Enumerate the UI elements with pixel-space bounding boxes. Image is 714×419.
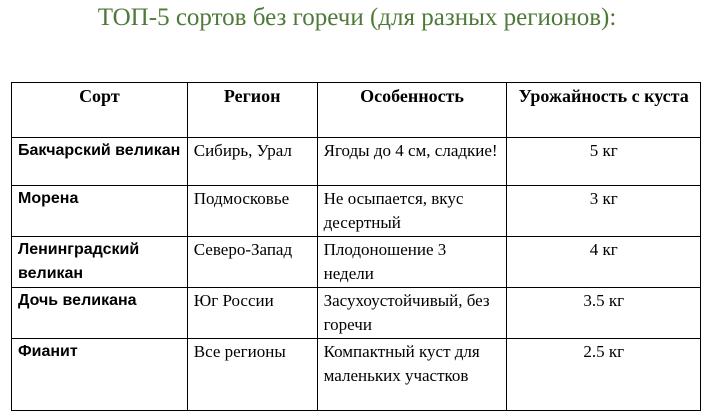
cell-region: Все регионы <box>187 339 317 411</box>
cell-feature: Плодоношение 3 недели <box>317 237 507 288</box>
table-row <box>12 138 701 186</box>
cell-feature: Ягоды до 4 см, сладкие! <box>317 138 507 186</box>
cell-variety: Бакчарский великан <box>12 138 188 186</box>
header-variety: Сорт <box>12 83 188 138</box>
table-row <box>12 339 701 411</box>
cell-variety: Дочь великана <box>12 288 188 339</box>
cell-feature: Засухоустойчивый, без горечи <box>317 288 507 339</box>
table-row <box>12 237 701 288</box>
cell-variety: Морена <box>12 186 188 237</box>
cell-yield: 4 кг <box>507 237 701 288</box>
cell-region: Сибирь, Урал <box>187 138 317 186</box>
cell-variety: Фианит <box>12 339 188 411</box>
cell-feature: Не осыпается, вкус десертный <box>317 186 507 237</box>
cell-region: Северо-Запад <box>187 237 317 288</box>
header-region: Регион <box>187 83 317 138</box>
table-row <box>12 186 701 237</box>
header-yield: Урожайность с куста <box>507 83 701 138</box>
varieties-table <box>11 82 701 411</box>
cell-region: Подмосковье <box>187 186 317 237</box>
cell-yield: 3.5 кг <box>507 288 701 339</box>
cell-region: Юг России <box>187 288 317 339</box>
cell-yield: 5 кг <box>507 138 701 186</box>
header-feature: Особенность <box>317 83 507 138</box>
table-header-row <box>12 83 701 138</box>
table-row <box>12 288 701 339</box>
document-title: ТОП-5 сортов без горечи (для разных регионов): <box>97 4 617 31</box>
cell-variety: Ленинградский великан <box>12 237 188 288</box>
cell-feature: Компактный куст для маленьких участков <box>317 339 507 411</box>
cell-yield: 3 кг <box>507 186 701 237</box>
cell-yield: 2.5 кг <box>507 339 701 411</box>
